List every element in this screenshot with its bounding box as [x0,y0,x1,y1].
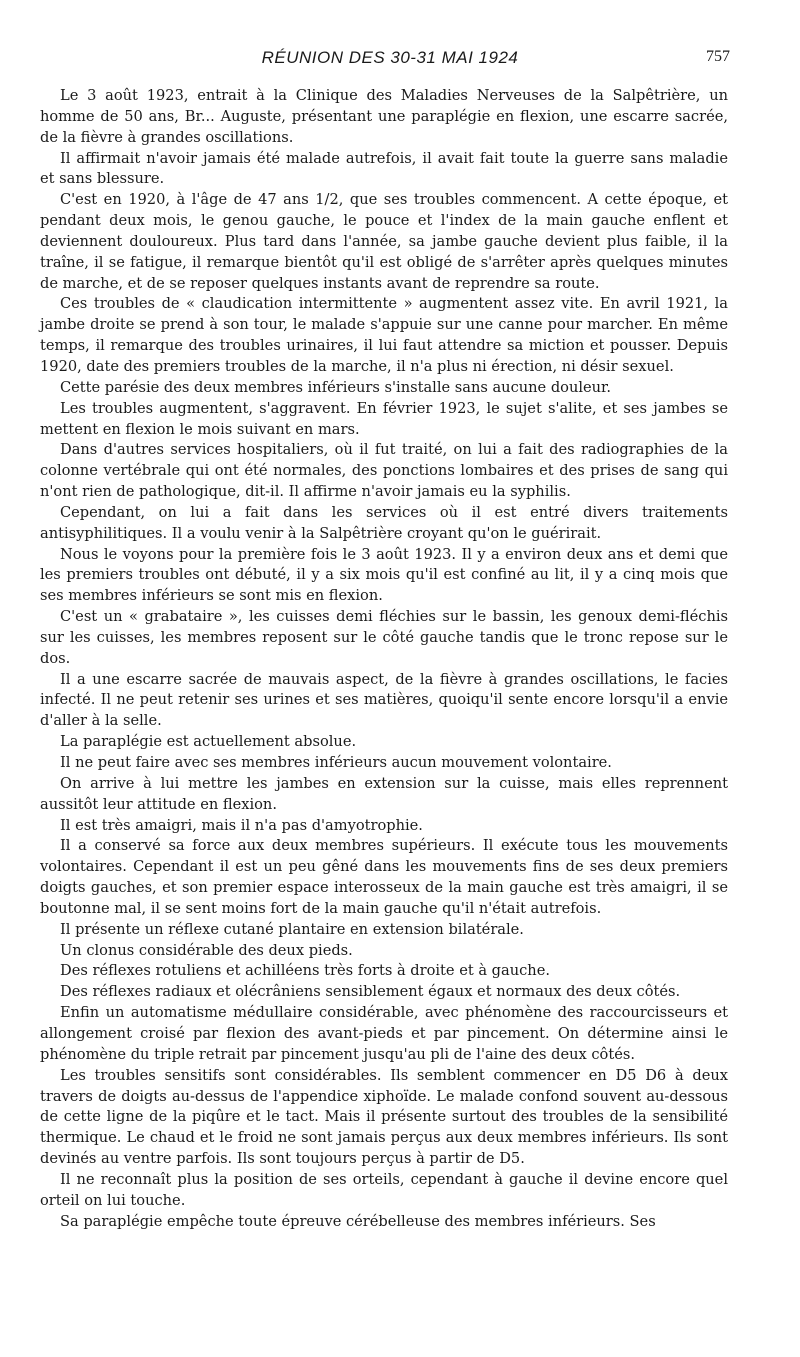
paragraph: Les troubles augmentent, s'aggravent. En février 1923, le sujet s'alite, et ses jambes se mettent en flexion le mois suivant en mars. [40,399,728,438]
paragraph: Cette parésie des deux membres inférieurs s'installe sans aucune douleur. [60,378,612,396]
paragraph: Les troubles sensitifs sont considérables. Ils semblent commencer en D5 D6 à deux travers de doigts au-dessus de l'appendice xiphoïde. Le malade confond souvent au-dessous de cette ligne de la piqûre et le tact. Mais il présente surtout des troubles de la sensibilité thermique. Le chaud et le froid ne sont jamais perçus aux deux membres inférieurs. Ils sont devinés au ventre parfois. Ils sont toujours perçus à partir de D5. [40,1066,728,1168]
paragraph: Un clonus considérable des deux pieds. [60,941,353,959]
paragraph: Sa paraplégie empêche toute épreuve cérébelleuse des membres inférieurs. Ses [60,1212,656,1230]
paragraph: Il affirmait n'avoir jamais été malade autrefois, il avait fait toute la guerre sans maladie et sans blessure. [40,149,728,188]
paragraph: Il a conservé sa force aux deux membres supérieurs. Il exécute tous les mouvements volontaires. Cependant il est un peu gêné dans les mouvements fins de ses deux premiers doigts gauches, et son premier espace interosseux de la main gauche est très amaigri, il se boutonne mal, il se sent moins fort de la main gauche qu'il n'était autrefois. [40,837,728,917]
paragraph: Enfin un automatisme médullaire considérable, avec phénomène des raccourcisseurs et allongement croisé par flexion des avant-pieds et par pincement. On détermine ainsi le phénomène du triple retrait par pincement jusqu'au pli de l'aine des deux côtés. [40,1004,728,1063]
paragraph: Le 3 août 1923, entrait à la Clinique des Maladies Nerveuses de la Salpêtrière, un homme de 50 ans, Br... Auguste, présentant une paraplégie en flexion, une escarre sacrée, de la fièvre à grandes oscillations. [40,87,728,146]
paragraph: Nous le voyons pour la première fois le 3 août 1923. Il y a environ deux ans et demi que les premiers troubles ont débuté, il y a six mois qu'il est confiné au lit, il y a cinq mois que ses membres inférieurs se sont mis en flexion. [40,545,728,605]
page-number: 757 [706,48,730,65]
running-header [50,48,730,72]
paragraph: Il a une escarre sacrée de mauvais aspect, de la fièvre à grandes oscillations, le facies infecté. Il ne peut retenir ses urines et ses matières, quoiqu'il sente encore lorsqu'il a envie d'aller à la selle. [40,670,728,730]
paragraph: Il ne peut faire avec ses membres inférieurs aucun mouvement volontaire. [60,754,612,771]
paragraph: Des réflexes rotuliens et achilléens très forts à droite et à gauche. [60,962,550,980]
paragraph: La paraplégie est actuellement absolue. [60,733,357,751]
paragraph: On arrive à lui mettre les jambes en extension sur la cuisse, mais elles reprennent aussitôt leur attitude en flexion. [40,774,728,813]
paragraph: Il présente un réflexe cutané plantaire en extension bilatérale. [60,920,524,938]
paragraph: C'est un « grabataire », les cuisses demi fléchies sur le bassin, les genoux demi-fléchis sur les cuisses, les membres reposent sur le côté gauche tandis que le tronc repose sur le dos. [40,608,728,667]
paragraph: Ces troubles de « claudication intermittente » augmentent assez vite. En avril 1921, la jambe droite se prend à son tour, le malade s'appuie sur une canne pour marcher. En même temps, il remarque des troubles urinaires, il lui faut attendre sa miction et pousser. Depuis 1920, date des premiers troubles de la marche, il n'a plus ni érection, ni désir sexuel. [40,295,728,375]
body-text [40,86,728,1232]
paragraph: Cependant, on lui a fait dans les services où il est entré divers traitements antisyphilitiques. Il a voulu venir à la Salpêtrière croyant qu'on le guérirait. [40,503,728,542]
running-title: RÉUNION DES 30-31 MAI 1924 [261,48,519,67]
paragraph: Dans d'autres services hospitaliers, où il fut traité, on lui a fait des radiographies de la colonne vertébrale qui ont été normales, des ponctions lombaires et des prises de sang qui n'ont rien de pathologique, dit-il. Il affirme n'avoir jamais eu la syphilis. [40,441,728,501]
paragraph: Il est très amaigri, mais il n'a pas d'amyotrophie. [60,816,423,834]
paragraph: C'est en 1920, à l'âge de 47 ans 1/2, que ses troubles commencent. A cette époque, et pendant deux mois, le genou gauche, le pouce et l'index de la main gauche enflent et deviennent douloureux. Plus tard dans l'année, sa jambe gauche devient plus faible, il la traîne, il se fatigue, il remarque bientôt qu'il est obligé de s'arrêter après quelques minutes de marche, et de se reposer quelques instants avant de reprendre sa route. [40,191,728,292]
paragraph: Des réflexes radiaux et olécrâniens sensiblement égaux et normaux des deux côtés. [60,983,681,1001]
paragraph: Il ne reconnaît plus la position de ses orteils, cependant à gauche il devine encore quel orteil on lui touche. [40,1170,728,1209]
